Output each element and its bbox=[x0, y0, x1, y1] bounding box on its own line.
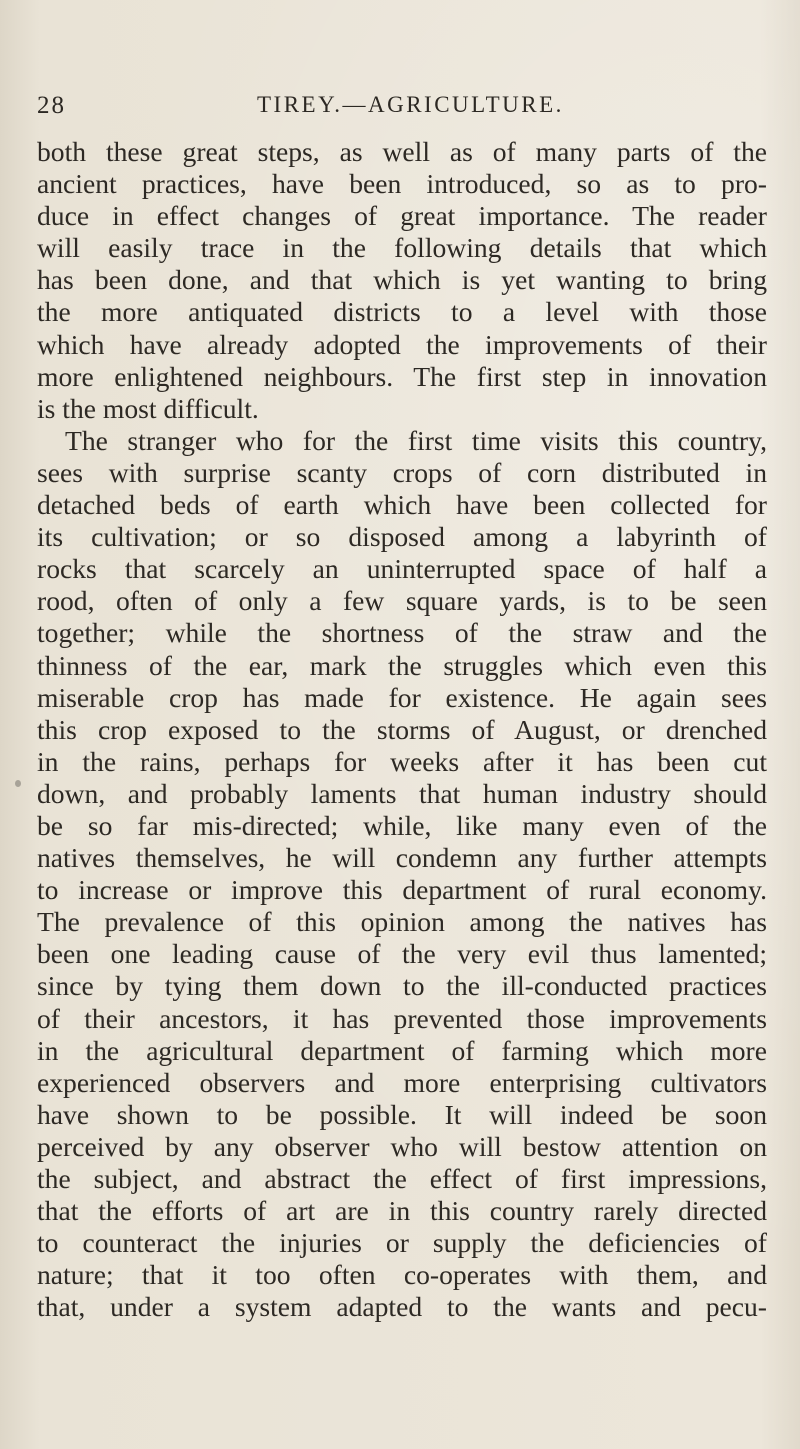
text-line: experienced observers and more enterprising cultivators bbox=[37, 1066, 767, 1098]
paper-speck bbox=[15, 780, 21, 787]
text-line: that the efforts of art are in this country rarely directed bbox=[37, 1195, 767, 1227]
running-head bbox=[37, 92, 767, 122]
text-line: to counteract the injuries or supply the deficiencies of bbox=[37, 1227, 767, 1259]
text-line: be so far mis-directed; while, like many even of the bbox=[37, 809, 767, 841]
text-line: this crop exposed to the storms of August, or drenched bbox=[37, 713, 767, 745]
text-line: rood, often of only a few square yards, is to be seen bbox=[37, 585, 767, 617]
page-number: 28 bbox=[37, 92, 66, 119]
text-line: natives themselves, he will condemn any further attempts bbox=[37, 842, 767, 874]
text-line: The prevalence of this opinion among the natives has bbox=[37, 906, 767, 938]
text-line: perceived by any observer who will bestow attention on bbox=[37, 1130, 767, 1162]
text-line: of their ancestors, it has prevented those improvements bbox=[37, 1002, 767, 1034]
text-line: have shown to be possible. It will indeed be soon bbox=[37, 1098, 767, 1130]
text-line: its cultivation; or so disposed among a labyrinth of bbox=[37, 521, 767, 553]
text-line: ancient practices, have been introduced, so as to pro- bbox=[37, 168, 767, 200]
text-line: that, under a system adapted to the wants and pecu- bbox=[37, 1291, 767, 1323]
text-line: thinness of the ear, mark the struggles which even this bbox=[37, 649, 767, 681]
text-line: nature; that it too often co-operates with them, and bbox=[37, 1259, 767, 1291]
text-line: since by tying them down to the ill-conducted practices bbox=[37, 970, 767, 1002]
text-line: detached beds of earth which have been collected for bbox=[37, 489, 767, 521]
text-line: been one leading cause of the very evil thus lamented; bbox=[37, 938, 767, 970]
text-line: rocks that scarcely an uninterrupted space of half a bbox=[37, 553, 767, 585]
text-line: is the most difficult. bbox=[37, 392, 259, 424]
text-line: in the agricultural department of farming which more bbox=[37, 1034, 767, 1066]
text-line: which have already adopted the improvements of their bbox=[37, 328, 767, 360]
text-line: duce in effect changes of great importance. The reader bbox=[37, 200, 767, 232]
text-line: the subject, and abstract the effect of first impressions, bbox=[37, 1163, 767, 1194]
text-line: The stranger who for the first time visits this country, bbox=[65, 424, 767, 456]
text-line: sees with surprise scanty crops of corn distributed in bbox=[37, 456, 767, 488]
text-line: more enlightened neighbours. The first step in innovation bbox=[37, 360, 767, 392]
text-line: to increase or improve this department of rural economy. bbox=[37, 874, 767, 906]
text-line: the more antiquated districts to a level with those bbox=[37, 296, 767, 328]
text-line: has been done, and that which is yet wanting to bring bbox=[37, 264, 767, 296]
text-line: down, and probably laments that human industry should bbox=[37, 777, 767, 809]
text-line: in the rains, perhaps for weeks after it has been cut bbox=[37, 745, 767, 777]
text-line: both these great steps, as well as of many parts of the bbox=[37, 136, 767, 167]
running-title: TIREY.—AGRICULTURE. bbox=[257, 92, 564, 117]
text-line: will easily trace in the following details that which bbox=[37, 232, 767, 264]
text-line: miserable crop has made for existence. He again sees bbox=[37, 681, 767, 713]
text-line: together; while the shortness of the straw and the bbox=[37, 617, 767, 649]
body-text bbox=[37, 136, 767, 1323]
